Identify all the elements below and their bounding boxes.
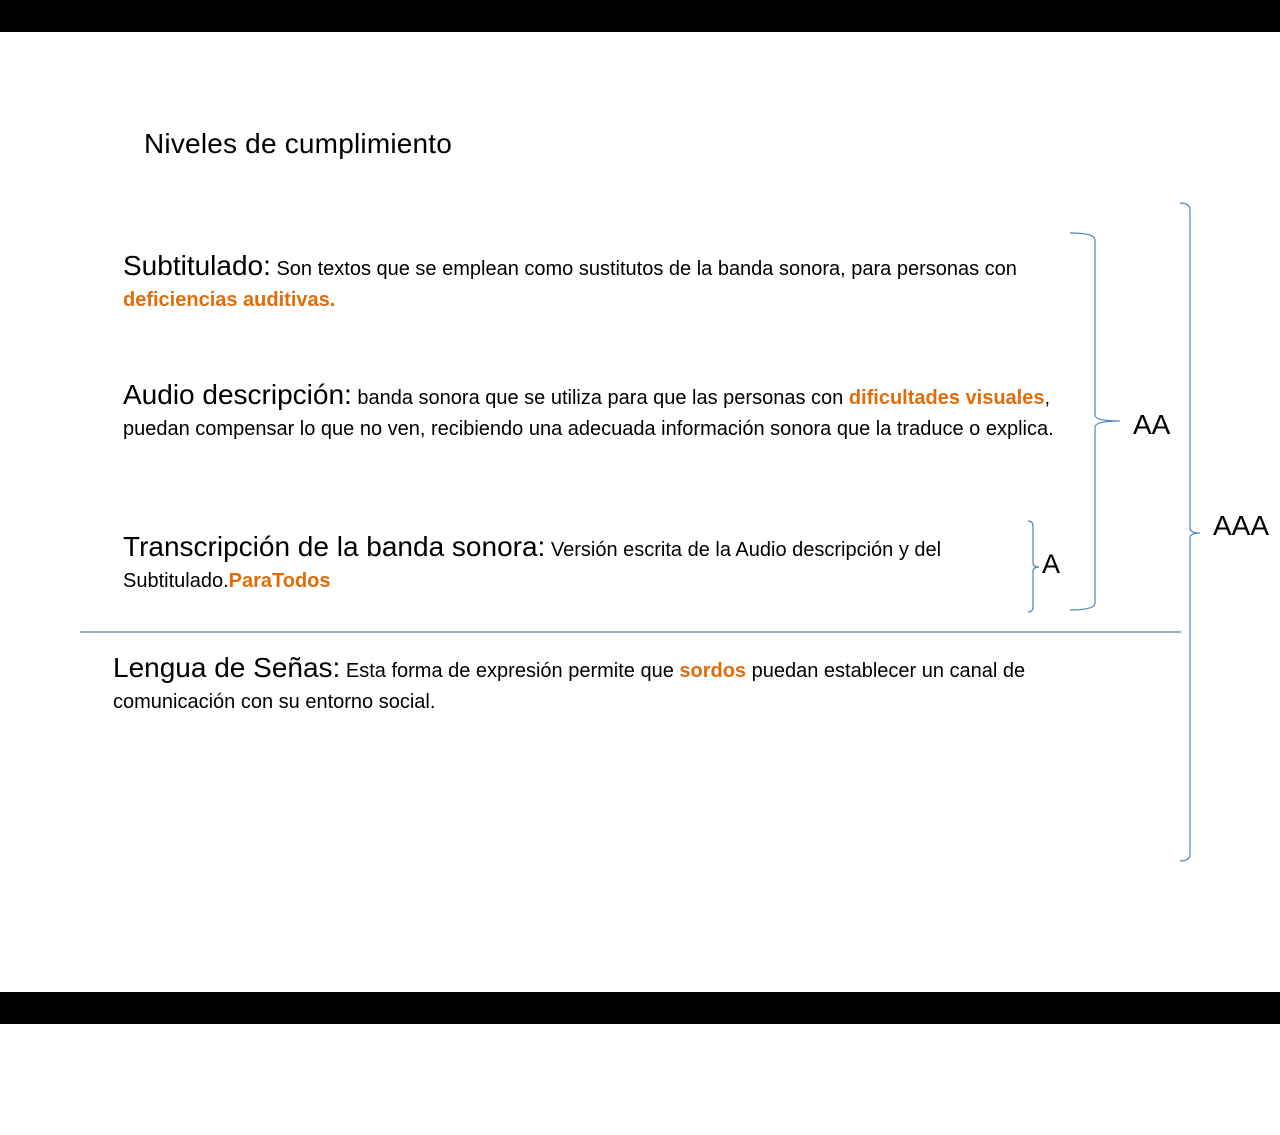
transcripcion-text: Versión escrita de la Audio descripción y del Subtitulado.	[123, 539, 942, 592]
transcripcion-term: Transcripción de la banda sonora:	[123, 531, 546, 562]
level-a-label: A	[1042, 549, 1061, 579]
a-bracket	[1028, 521, 1039, 612]
lengua-de-senas-term: Lengua de Señas:	[113, 652, 341, 683]
audio-descripcion-highlight: dificultades visuales	[848, 387, 1045, 409]
lengua-de-senas-highlight: sordos	[679, 660, 747, 682]
aa-bracket	[1070, 233, 1120, 610]
subtitulado-term: Subtitulado:	[123, 250, 271, 281]
level-aaa-label: AAA	[1213, 510, 1270, 541]
aaa-bracket	[1180, 203, 1200, 861]
lengua-de-senas-text-1: Esta forma de expresión permite que	[340, 660, 680, 682]
subtitulado-text: Son textos que se emplean como sustitutos de la banda sonora, para personas con	[270, 258, 1017, 280]
transcripcion-highlight: ParaTodos	[228, 570, 331, 592]
bottom-black-bar	[0, 992, 1280, 1024]
level-aa-label: AA	[1133, 409, 1171, 440]
slide-title: Niveles de cumplimiento	[144, 128, 453, 159]
lengua-de-senas-text-2: puedan establecer un canal de comunicación con su entorno social.	[113, 660, 1026, 713]
audio-descripcion-term: Audio descripción:	[123, 379, 352, 410]
audio-descripcion-text-1: banda sonora que se utiliza para que las personas con	[351, 387, 849, 409]
audio-descripcion-text-2: , puedan compensar lo que no ven, recibiendo una adecuada información sonora que la traduce o explica.	[123, 387, 1054, 440]
subtitulado-highlight: deficiencias auditivas.	[123, 289, 336, 311]
